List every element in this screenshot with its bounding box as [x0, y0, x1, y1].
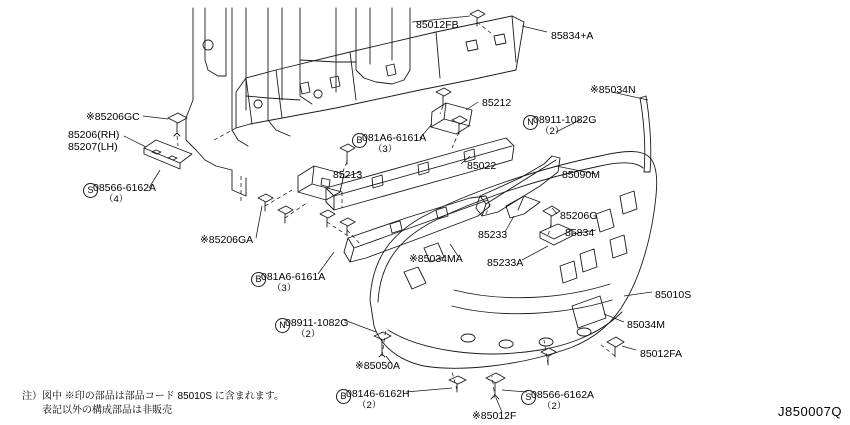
part-label-l6: 08911-1082G	[533, 114, 597, 126]
part-label-l4: 85212	[482, 97, 512, 109]
part-label-l9: 85207(LH)	[68, 141, 118, 153]
fastener-symbol-s4: B	[251, 272, 266, 287]
part-label-l34: （2）	[542, 401, 567, 412]
part-label-l2: 85834+A	[551, 30, 594, 42]
fastener-symbol-s1: B	[352, 133, 367, 148]
part-label-l21: ※85034MA	[409, 253, 463, 265]
part-label-l32: （2）	[357, 400, 382, 411]
part-label-l23: 081A6-6161A	[261, 271, 326, 283]
part-label-l10: 081A6-6161A	[362, 132, 427, 144]
part-label-l27: （2）	[296, 329, 321, 340]
fastener-symbol-s6: B	[336, 389, 351, 404]
part-label-l28: 85034M	[627, 319, 665, 331]
part-label-l1: 85012FB	[416, 19, 459, 31]
part-label-l19: 85233	[478, 229, 508, 241]
part-label-l14: 85213	[333, 169, 363, 181]
part-label-l33: 08566-6162A	[531, 389, 595, 401]
fastener-symbol-s5: N	[275, 318, 290, 333]
part-label-l3: ※85034N	[590, 84, 636, 96]
part-label-l24: （3）	[272, 283, 297, 294]
part-label-l18: 85834	[565, 227, 595, 239]
part-label-l30: ※85050A	[355, 360, 400, 372]
part-label-l29: 85012FA	[640, 348, 683, 360]
part-label-l13: 85090M	[562, 169, 600, 181]
part-label-l12: 85022	[467, 160, 497, 172]
part-label-l5: ※85206GC	[86, 111, 140, 123]
part-label-l25: 85010S	[655, 289, 692, 301]
part-label-l16: （4）	[104, 194, 129, 205]
diagram-part-code: J850007Q	[778, 404, 842, 419]
part-label-l7: （2）	[540, 126, 565, 137]
part-label-l17: 85206G	[560, 210, 598, 222]
part-label-l15: 08566-6162A	[93, 182, 157, 194]
diagram-note-line-1: 注）図中 ※印の部品は部品コード 85010S に含まれます。	[22, 391, 285, 402]
part-label-l31: 08146-6162H	[346, 388, 410, 400]
fastener-symbol-s7: S	[521, 390, 536, 405]
part-label-l22: 85233A	[487, 257, 524, 269]
part-label-l20: ※85206GA	[200, 234, 254, 246]
diagram-note-line-2: 表記以外の構成部品は非販売	[22, 405, 172, 416]
part-label-l11: （3）	[373, 144, 398, 155]
part-label-l35: ※85012F	[472, 410, 517, 422]
fastener-symbol-s2: N	[523, 115, 538, 130]
part-label-l8: 85206(RH)	[68, 129, 120, 141]
part-label-l26: 08911-1082G	[285, 317, 349, 329]
fastener-symbol-s3: S	[83, 183, 98, 198]
